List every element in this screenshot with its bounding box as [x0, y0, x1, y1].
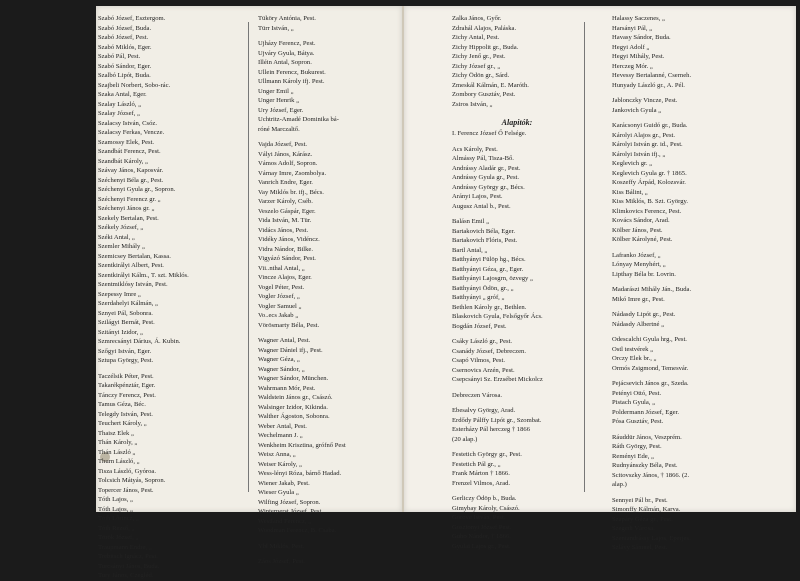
list-entry: Szabó Pál, Pest.: [98, 53, 141, 60]
list-entry: Ujváry Gyula, Bátya.: [258, 49, 315, 57]
list-entry: Batthyányi Géza, gr., Eger.: [452, 265, 524, 273]
list-entry: Szalbó Lipót, Buda.: [98, 72, 151, 79]
list-entry: Szemler Mihály „: [98, 243, 145, 250]
list-entry: Turcsányi János, Buda.: [98, 562, 160, 570]
list-entry: Kovács Sándor, Arad.: [612, 217, 670, 224]
list-entry: Ormós Zsigmond, Temesvár.: [612, 364, 689, 372]
list-entry: Szalay József, „: [98, 110, 140, 117]
list-entry: Tisza László, Gyóroa.: [98, 467, 156, 475]
list-entry: Tüköry Antónia, Pest.: [258, 15, 316, 22]
list-entry: Széchenyi János gr. „: [98, 205, 155, 212]
list-entry: Uchtritz-Amadé Dominika bá-: [258, 116, 339, 123]
list-entry: Csernovics Arzén, Pest.: [452, 366, 515, 374]
list-entry: Thurn László, „: [98, 458, 140, 465]
list-entry: Tury János, Czegléd.: [98, 572, 154, 579]
list-entry: Koszeffy Árpád, Kolozsvár.: [612, 179, 686, 186]
list-entry: Pistach Gyula, „: [612, 399, 656, 406]
list-entry: Szávay János, Kaposvár.: [98, 167, 164, 174]
list-entry: Zichy Hippolit gr., Buda.: [452, 43, 519, 51]
list-entry: Illéin Antal, Sopron.: [258, 59, 312, 66]
list-entry: Arányi Lajos, Pest.: [452, 193, 503, 200]
list-entry: Szekely Bertalan, Pest.: [98, 214, 159, 222]
list-entry: Tolcsich Mátyás, Sopron.: [98, 477, 166, 484]
list-entry: Gimybay Károly, Császó.: [452, 504, 520, 512]
list-entry: Klimkovics Ferencz, Pest.: [612, 207, 682, 215]
list-entry: Szaka Antal, Eger.: [98, 91, 147, 98]
list-entry: Tóth Lőrincz, „: [98, 515, 139, 522]
list-entry: Pósa Gusztáv, Pest.: [612, 418, 664, 425]
list-entry: Herczeg Mór. „: [612, 62, 653, 70]
list-entry: Varzer Károly, Cséb.: [258, 198, 313, 205]
list-entry: Gorove István, Pest.: [452, 514, 506, 521]
list-entry: Wechelmann J. „: [258, 432, 303, 439]
list-entry: Szepessy Imre „: [98, 290, 141, 298]
list-entry: Szentmiklósy István, Pest.: [98, 281, 168, 288]
list-entry: Szandbát Károly, „: [98, 157, 148, 165]
list-entry: Vida István, M. Tür.: [258, 217, 312, 224]
column-rule-left: [248, 22, 249, 492]
list-entry: Károlyi Alajos gr., Pest.: [612, 131, 676, 139]
list-entry: Ujházy Ferencz, Pest.: [258, 40, 316, 47]
list-entry: Walther Ágoston, Sobonra.: [258, 413, 330, 420]
list-entry: Vo..ecs Jakab „: [258, 312, 299, 319]
list-entry: Bartakovich Flóris, Pest.: [452, 237, 518, 244]
list-entry: Szapáry Géza gr., Pest.: [612, 515, 673, 523]
list-entry: Hegyi Adolf „: [612, 43, 650, 51]
list-entry: (20 alap.): [452, 435, 478, 443]
list-entry: Lónyay Menyhért, „: [612, 261, 666, 268]
name-column-1: [98, 14, 230, 581]
name-column-2: [258, 14, 398, 567]
list-entry: Winterperst József, Pest.: [258, 508, 323, 515]
list-entry: Gyulai Lajos gr., Pest.: [452, 542, 511, 550]
list-entry: Wess-lényi Róza, bárnő Hadad.: [258, 470, 342, 477]
list-entry: Szabó Sándor, Eger.: [98, 62, 152, 70]
list-entry: Zichy Jenő gr., Pest.: [452, 53, 506, 60]
list-entry: Ebesalvy György, Arad.: [452, 407, 516, 414]
list-entry: Hevessy Bertalanné, Cserneh.: [612, 72, 692, 79]
list-entry: Tóth Lajos, „: [98, 505, 133, 513]
list-entry: Kölber Károlyné, Pest.: [612, 236, 673, 243]
list-entry: Vanrich Endre, Eger.: [258, 179, 313, 186]
list-entry: Csáky László gr., Pest.: [452, 338, 513, 345]
list-entry: Zichy Ödön gr., Sárd.: [452, 72, 510, 79]
list-entry: Tamus Géza, Béc.: [98, 401, 146, 408]
list-entry: Wagner Dániel ifj., Pest.: [258, 346, 323, 354]
list-entry: Keglevich gr. „: [612, 160, 653, 167]
list-entry: Vörösmarty Béla, Pest.: [258, 321, 320, 329]
list-entry: Ráth György, Pest.: [612, 443, 662, 450]
list-entry: Almássy Pál, Tisza-Bő.: [452, 155, 514, 162]
list-entry: Zombory Gusztáv, Pest.: [452, 91, 516, 98]
list-entry: Wagner Géza, „: [258, 356, 300, 363]
list-entry: Weisz Anna, „: [258, 451, 296, 458]
list-entry: Teuchert Károly, „: [98, 420, 147, 427]
list-entry: Mikó Imre gr., Pest.: [612, 295, 665, 303]
list-entry: Vincze Alajos, Eger.: [258, 274, 312, 281]
list-entry: Esterházy Pál herczeg † 1866: [452, 426, 530, 433]
list-entry: Szajbeli Norbert, Sobo-rác.: [98, 81, 171, 89]
list-entry: Hegyi Mihály, Pest.: [612, 53, 665, 60]
list-entry: Széki Antal, „: [98, 233, 135, 241]
list-entry: Türr István, „: [258, 24, 294, 32]
list-entry: Pejácsevich János gr., Szeda.: [612, 380, 689, 387]
list-entry: Csapó Vilmos, Pest.: [452, 357, 505, 364]
list-entry: Szalay László, „: [98, 100, 142, 108]
list-entry: Szabó Miklós, Eger.: [98, 43, 152, 51]
list-entry: Poldermann József, Eger.: [612, 408, 680, 416]
list-entry: Batthyányi Lajosgrn, özvegy „: [452, 275, 533, 282]
list-entry: Zdrahál Alajos, Paláska.: [452, 24, 517, 32]
list-entry: Széchenyi Ferencz gr. „: [98, 195, 161, 203]
list-entry: Szentandrássy Lajos, Eperjes.: [612, 534, 691, 542]
list-entry: Török József, „: [98, 534, 139, 541]
list-entry: Weber Antal, Pest.: [258, 422, 307, 430]
list-entry: Szemicsey Bertalan, Kassa.: [98, 252, 171, 260]
list-entry: Woodman Ferencz, B. Csaba.: [258, 527, 337, 534]
list-entry: Bartakovich Béla, Eger.: [452, 227, 515, 235]
name-column-3: [452, 14, 582, 551]
list-entry: Szamossy Elek, Pest.: [98, 138, 155, 146]
name-column-4: [612, 14, 792, 553]
list-entry: Kiss Bálint, „: [612, 188, 648, 196]
list-entry: Szlávy Sámuel, Pest.: [612, 544, 668, 551]
list-entry: Weiser Károly, „: [258, 460, 302, 468]
list-entry: Vogler Samuel „: [258, 302, 302, 310]
section-heading: Alapitók:: [501, 118, 533, 127]
list-entry: Vogler József, „: [258, 293, 300, 300]
list-entry: Lafranko József, „: [612, 251, 661, 259]
list-entry: Scitovszky János, † 1866. (2.: [612, 471, 690, 479]
list-entry: Traupmann Endre, „: [98, 543, 152, 551]
list-entry: Lipthay Béla br. Lovrin.: [612, 270, 676, 278]
list-entry: Andrássy Aladár gr., Pest.: [452, 164, 521, 172]
list-entry: Tánczy Ferencz, Pest.: [98, 391, 156, 399]
list-entry: Vajda József, Pest.: [258, 141, 308, 148]
list-entry: Záos József, Pest.: [258, 558, 305, 565]
list-entry: Jablonczky Vincze, Pest.: [612, 97, 678, 104]
list-entry: Szitányi Izidor, „: [98, 328, 143, 336]
list-entry: Augusz Antal b., Pest.: [452, 202, 511, 210]
list-entry: Várnay Imre, Zsombolya.: [258, 169, 327, 177]
list-entry: Ury József, Eger.: [258, 106, 304, 114]
list-entry: Wagner Sándor, München.: [258, 375, 329, 382]
list-entry: Vigyázó Sándor, Pest.: [258, 255, 316, 262]
list-entry: Gerliczy Ödöp b., Buda.: [452, 495, 517, 502]
page-fold: [402, 6, 404, 512]
list-entry: I. Ferencz József Ő Felsége.: [452, 130, 527, 137]
list-entry: Ullein Ferencz, Bukurest.: [258, 68, 326, 76]
list-entry: Károlyi István gr. id., Pest.: [612, 141, 683, 148]
list-entry: Zmeskál Kálmán, E. Maróth.: [452, 81, 529, 89]
list-entry: Szentkirályi Albert, Pest.: [98, 262, 164, 269]
list-entry: Ráuddür János, Veszprém.: [612, 433, 682, 441]
list-entry: Wilfing József, Sopron.: [258, 498, 321, 506]
list-entry: Vidács János, Pest.: [258, 226, 309, 234]
list-entry: Széchenyi Gyula gr., Sopron.: [98, 186, 176, 193]
list-entry: Sztupa György, Pest.: [98, 357, 154, 364]
list-entry: Unger Henrik „: [258, 97, 300, 104]
list-entry: Ostl testvérek „: [612, 345, 654, 353]
list-entry: Szentkirályi Kálm., T. szt. Miklós.: [98, 271, 189, 279]
list-entry: Tóth Rezső, „: [98, 524, 135, 532]
list-entry: Reményi Ede, „: [612, 452, 654, 460]
list-entry: Székely József, „: [98, 224, 144, 231]
list-entry: Wenkheim Krisztina, grófnő Pest: [258, 441, 346, 449]
list-entry: Vii..nthal Antal, „: [258, 264, 305, 272]
list-entry: Simonffy Kálmán, Karva.: [612, 506, 681, 513]
list-entry: Szilágyi Bernát, Pest.: [98, 319, 155, 326]
list-entry: Kölber János, Pest.: [612, 226, 663, 234]
list-entry: Blaskovich Gyula, Felsőgyőr Ács.: [452, 313, 543, 320]
list-entry: Hunyady László gr., A. Pél.: [612, 81, 685, 89]
list-entry: Madarászi Mihály Ján., Buda.: [612, 286, 692, 293]
list-entry: Wiener Jakab, Pest.: [258, 479, 310, 487]
list-entry: Zalka János, Győr.: [452, 15, 502, 22]
list-entry: Thán László „: [98, 448, 136, 456]
list-entry: Vogel Péter, Pest.: [258, 283, 305, 291]
column-rule-right: [584, 22, 585, 492]
list-entry: Petényi Ottó, Pest.: [612, 389, 662, 397]
list-entry: Batthyányi Ödön, gr., „: [452, 284, 514, 292]
list-entry: Szabó József, Esztergom.: [98, 15, 166, 22]
list-entry: Wieser Gyula „: [258, 489, 299, 496]
list-entry: Orczy Elek br., „: [612, 355, 657, 362]
list-entry: Odescalchi Gyula hrg., Pest.: [612, 336, 687, 343]
list-entry: Unger Emil „: [258, 87, 294, 95]
list-entry: Havasy Sándor, Buda.: [612, 34, 671, 41]
list-entry: Balásn Emil „: [452, 218, 489, 225]
list-entry: Csanády József, Debreczen.: [452, 347, 526, 355]
list-entry: Batthyányi Fülöp hg., Bécs.: [452, 256, 526, 263]
list-entry: Zsiros István, „: [452, 100, 493, 108]
list-entry: Trebitsch Ignácz, Pest.: [98, 553, 158, 560]
list-entry: Sennyei Pál br., Pest.: [612, 496, 668, 504]
list-entry: Szandbát Ferencz, Pest.: [98, 148, 161, 155]
list-entry: Frank Márton † 1866.: [452, 470, 510, 477]
list-entry: Jankovich Gyula „: [612, 106, 662, 114]
list-entry: Szegedi Városa.: [612, 525, 655, 532]
list-entry: Westland Ferencz, „: [258, 517, 312, 525]
list-entry: Kiss Miklós, B. Szt. György.: [612, 198, 689, 205]
list-entry: róné Marczaltő.: [258, 125, 300, 133]
list-entry: Tóth Lajos, „: [98, 496, 133, 503]
list-entry: Szmrecsányi Dárius, Á. Kubin.: [98, 338, 181, 345]
list-entry: Vályi János, Kárász.: [258, 150, 313, 158]
list-entry: Acs Károly, Pest.: [452, 145, 498, 153]
list-entry: Andrássy György gr., Bécs.: [452, 183, 525, 191]
list-entry: Keglevich Gyula gr. † 1865.: [612, 169, 687, 177]
list-entry: Wagner Antal, Pest.: [258, 337, 311, 344]
list-entry: Bartl Antal, „: [452, 246, 488, 254]
list-entry: Bogdán József, Pest.: [452, 322, 507, 330]
list-entry: Andrássy Gyula gr., Pest.: [452, 174, 520, 181]
list-entry: Széchenyi Béla gr., Pest.: [98, 176, 164, 184]
list-entry: Szerdahelyi Kálmán, „: [98, 300, 158, 307]
list-entry: Vámos Adolf, Sopron.: [258, 160, 318, 167]
list-entry: Thán Károly, „: [98, 439, 138, 446]
list-entry: Telegdy István, Pest.: [98, 410, 153, 418]
list-entry: Csepcsányi Sz. Erzsébet Mickolcz: [452, 376, 543, 383]
list-entry: Waldstein János gr., Császó.: [258, 394, 333, 401]
list-entry: Debreczen Városa.: [452, 391, 503, 399]
list-entry: Festetich Pál gr., „: [452, 460, 501, 468]
list-entry: Nádasdy Lipót gr., Pest.: [612, 311, 676, 318]
list-entry: Taczélsik Péter, Pest.: [98, 372, 154, 380]
list-entry: Wahrmann Mór, Pest.: [258, 384, 316, 392]
list-entry: Gubo Nándor, † 1866.: [452, 533, 511, 540]
list-entry: Erdődy Pálffy Lipót gr., Szombat.: [452, 416, 542, 424]
list-entry: Thaisz Elek „: [98, 429, 134, 437]
list-entry: Bethlen Károly gr., Bethlen.: [452, 303, 527, 311]
list-entry: Szabó József, Buda.: [98, 24, 152, 32]
list-entry: Sznyei Pál, Sobonra.: [98, 309, 153, 317]
list-entry: Gosztonyi József Pest.: [452, 523, 512, 531]
list-entry: Zichy József gr., „: [452, 62, 501, 70]
list-entry: Vidéky János, Vidéncz.: [258, 236, 320, 243]
list-entry: Karácsonyi Guidó gr., Buda.: [612, 122, 688, 129]
list-entry: Harsányi Pál, „: [612, 24, 653, 32]
list-entry: Szalacsy Ferkas, Vencze.: [98, 129, 165, 136]
list-entry: Ybl Miklós, Pest.: [258, 542, 305, 550]
list-entry: Szalacsy István, Csóz.: [98, 119, 157, 127]
list-entry: Károlyi István ifj., „: [612, 150, 666, 158]
list-entry: Szabó József, Pest.: [98, 34, 149, 41]
list-entry: Batthyányi „ gróf, „: [452, 294, 505, 301]
list-entry: Takarékpénztár, Eger.: [98, 382, 156, 389]
list-entry: Rudnyánszky Béla, Pest.: [612, 462, 678, 469]
list-entry: Wagner Sándor, „: [258, 365, 305, 373]
list-entry: Vidra Nándor, Bilke.: [258, 245, 314, 253]
list-entry: Vay Miklós br. ifj., Bécs.: [258, 188, 324, 196]
list-entry: Szőgyi István, Eger.: [98, 347, 152, 355]
list-entry: alap.): [612, 481, 627, 488]
list-entry: Walsinger Izidor, Kikinda.: [258, 403, 328, 411]
list-entry: Festetich György gr., Pest.: [452, 451, 522, 458]
list-entry: Topercer János, Pest.: [98, 486, 154, 494]
list-entry: Zichy Antal, Pest.: [452, 34, 500, 41]
list-entry: Ullmann Károly ifj. Pest.: [258, 78, 325, 85]
list-entry: Frenzel Vilmos, Arad.: [452, 479, 511, 487]
list-entry: Halassy Saczenes, „: [612, 15, 665, 22]
list-entry: Veszelo Gáspár, Eger.: [258, 207, 316, 215]
list-entry: Nádasdy Albertné „: [612, 320, 664, 328]
